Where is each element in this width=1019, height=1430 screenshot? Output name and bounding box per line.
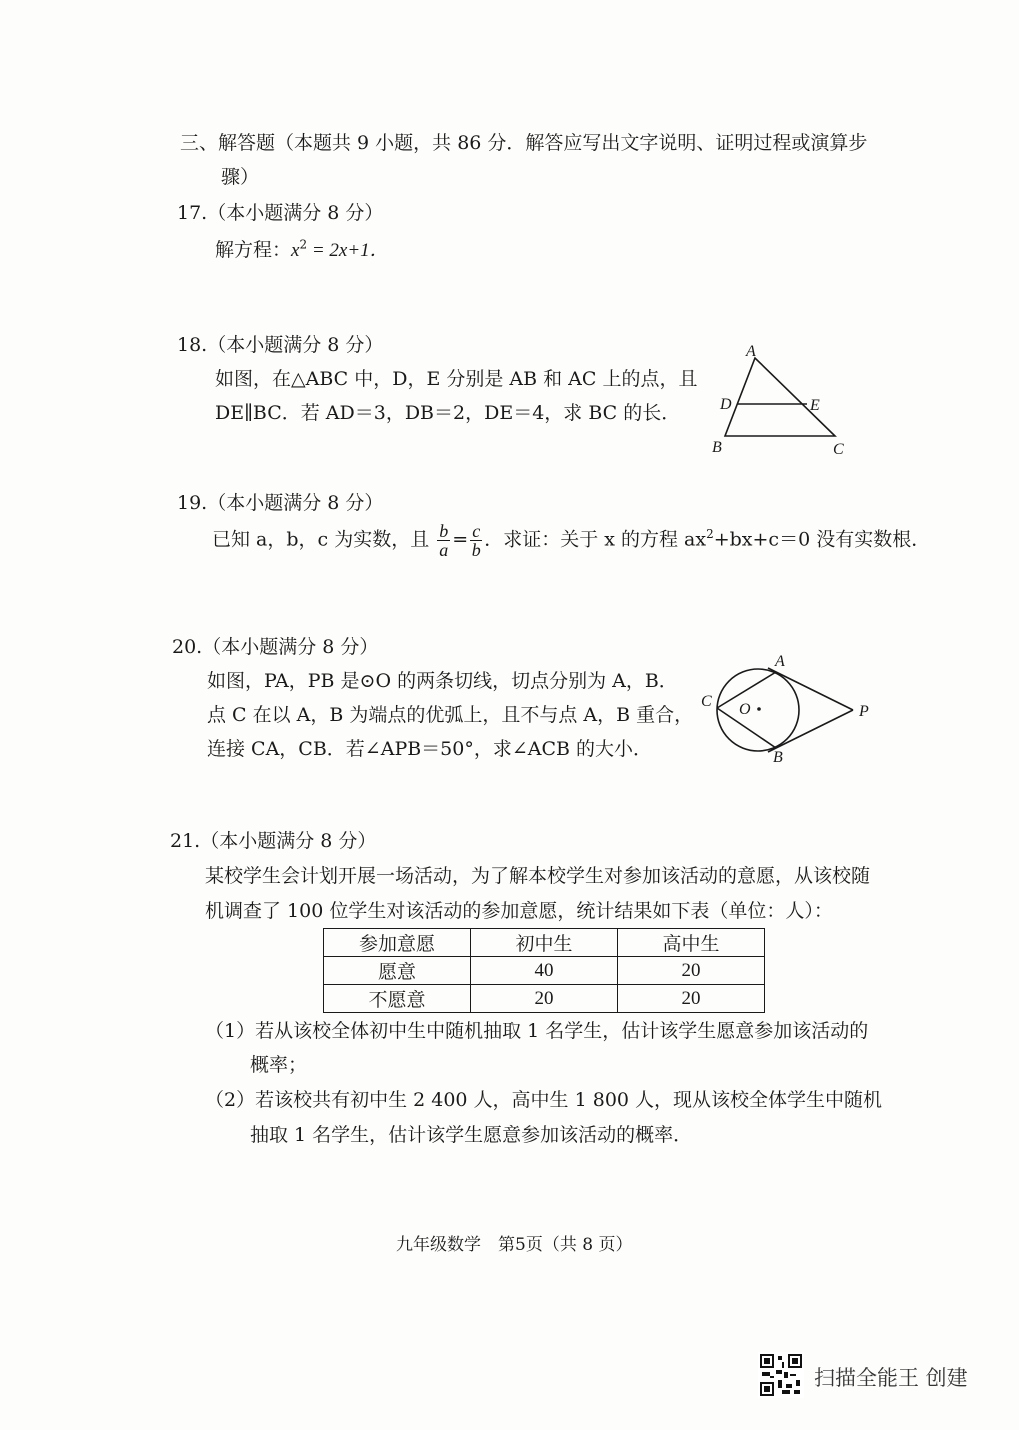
- q20-heading: 20.（本小题满分 8 分）: [172, 636, 379, 658]
- q19-suffix-b: +bx+c＝0 没有实数根．: [713, 528, 931, 551]
- q19-prefix: 已知 a，b，c 为实数，且: [212, 528, 430, 551]
- q21-part1-line2: 概率；: [250, 1054, 308, 1076]
- table-header: 参加意愿: [324, 929, 471, 957]
- table-header: 初中生: [471, 929, 618, 957]
- page-footer: 九年级数学 第5页（共 8 页）: [396, 1235, 633, 1255]
- table-cell: 不愿意: [324, 985, 471, 1013]
- q21-heading: 21.（本小题满分 8 分）: [170, 830, 377, 852]
- q19-heading: 19.（本小题满分 8 分）: [177, 492, 384, 514]
- q21-line2: 机调查了 100 位学生对该活动的参加意愿，统计结果如下表（单位：人）：: [205, 900, 833, 922]
- triangle-diagram: [700, 338, 860, 463]
- q17-heading: 17.（本小题满分 8 分）: [177, 202, 384, 224]
- q20-line2: 点 C 在以 A，B 为端点的优弧上，且不与点 A，B 重合，: [207, 704, 694, 726]
- circle-tangent-diagram: [695, 650, 885, 770]
- tangent-pa: [768, 668, 853, 710]
- q18-line2: DE∥BC．若 AD＝3，DB＝2，DE＝4，求 BC 的长．: [215, 402, 681, 424]
- label-c: C: [833, 441, 844, 458]
- q21-part2-line2: 抽取 1 名学生，估计该学生愿意参加该活动的概率．: [250, 1124, 693, 1146]
- label-o: O: [739, 701, 751, 718]
- fraction-c-over-b: $\frac{c}{b}$: [471, 521, 481, 560]
- table-cell: 20: [618, 985, 765, 1013]
- q19-body: 已知 a，b，c 为实数，且 $\frac{b}{a}$ = $\frac{c}{b}$ ．求证：关于 x 的方程 $ax^2+bx+c=0$ 没有实数根．: [212, 521, 931, 560]
- center-dot: [757, 707, 761, 711]
- label-p: P: [859, 703, 869, 720]
- q21-line1: 某校学生会计划开展一场活动，为了解本校学生对参加该活动的意愿，从该校随: [205, 865, 871, 887]
- label-e: E: [810, 397, 820, 414]
- table-cell: 40: [471, 957, 618, 985]
- table-row: [324, 985, 765, 1013]
- q21-part1-line1: （1）若从该校全体初中生中随机抽取 1 名学生，估计该学生愿意参加该活动的: [205, 1020, 869, 1042]
- q18-line1: 如图，在△ABC 中，D，E 分别是 AB 和 AC 上的点，且: [215, 368, 698, 390]
- table-header-row: [324, 929, 765, 957]
- q19-suffix-a: ．求证：关于 x 的方程 ax: [484, 528, 707, 551]
- q20-line3: 连接 CA，CB．若∠APB＝50°，求∠ACB 的大小．: [207, 738, 653, 760]
- q18-heading: 18.（本小题满分 8 分）: [177, 334, 384, 356]
- table-header: 高中生: [618, 929, 765, 957]
- fraction-b-over-a: $\frac{b}{a}$: [439, 521, 449, 560]
- section-title: 三、解答题（本题共 9 小题，共 86 分．解答应写出文字说明、证明过程或演算步: [180, 132, 868, 154]
- table-cell: 20: [471, 985, 618, 1013]
- q21-part2-line1: （2）若该校共有初中生 2 400 人，高中生 1 800 人，现从该校全体学生中随机: [205, 1089, 883, 1111]
- tangent-pb: [768, 710, 853, 752]
- q17-eq-lhs: x: [291, 240, 300, 261]
- label-b: B: [712, 439, 722, 456]
- table-row: [324, 957, 765, 985]
- survey-table: [323, 928, 765, 1013]
- qr-code-icon: [758, 1352, 804, 1398]
- q17-eq-rhs: = 2x+1．: [307, 240, 389, 261]
- table-cell: 愿意: [324, 957, 471, 985]
- label-b: B: [773, 749, 783, 766]
- table-cell: 20: [618, 957, 765, 985]
- q17-prefix: 解方程：: [215, 239, 292, 261]
- label-a: A: [746, 343, 756, 360]
- q20-line1: 如图，PA，PB 是⊙O 的两条切线，切点分别为 A，B．: [207, 670, 678, 692]
- q17-body: 解方程：$x^2 = 2x+1$．: [215, 237, 389, 261]
- section-title-cont: 骤）: [221, 166, 260, 188]
- label-d: D: [720, 396, 732, 413]
- label-c: C: [701, 693, 712, 710]
- watermark-brand: 扫描全能王 创建: [814, 1366, 968, 1390]
- label-a: A: [775, 653, 785, 670]
